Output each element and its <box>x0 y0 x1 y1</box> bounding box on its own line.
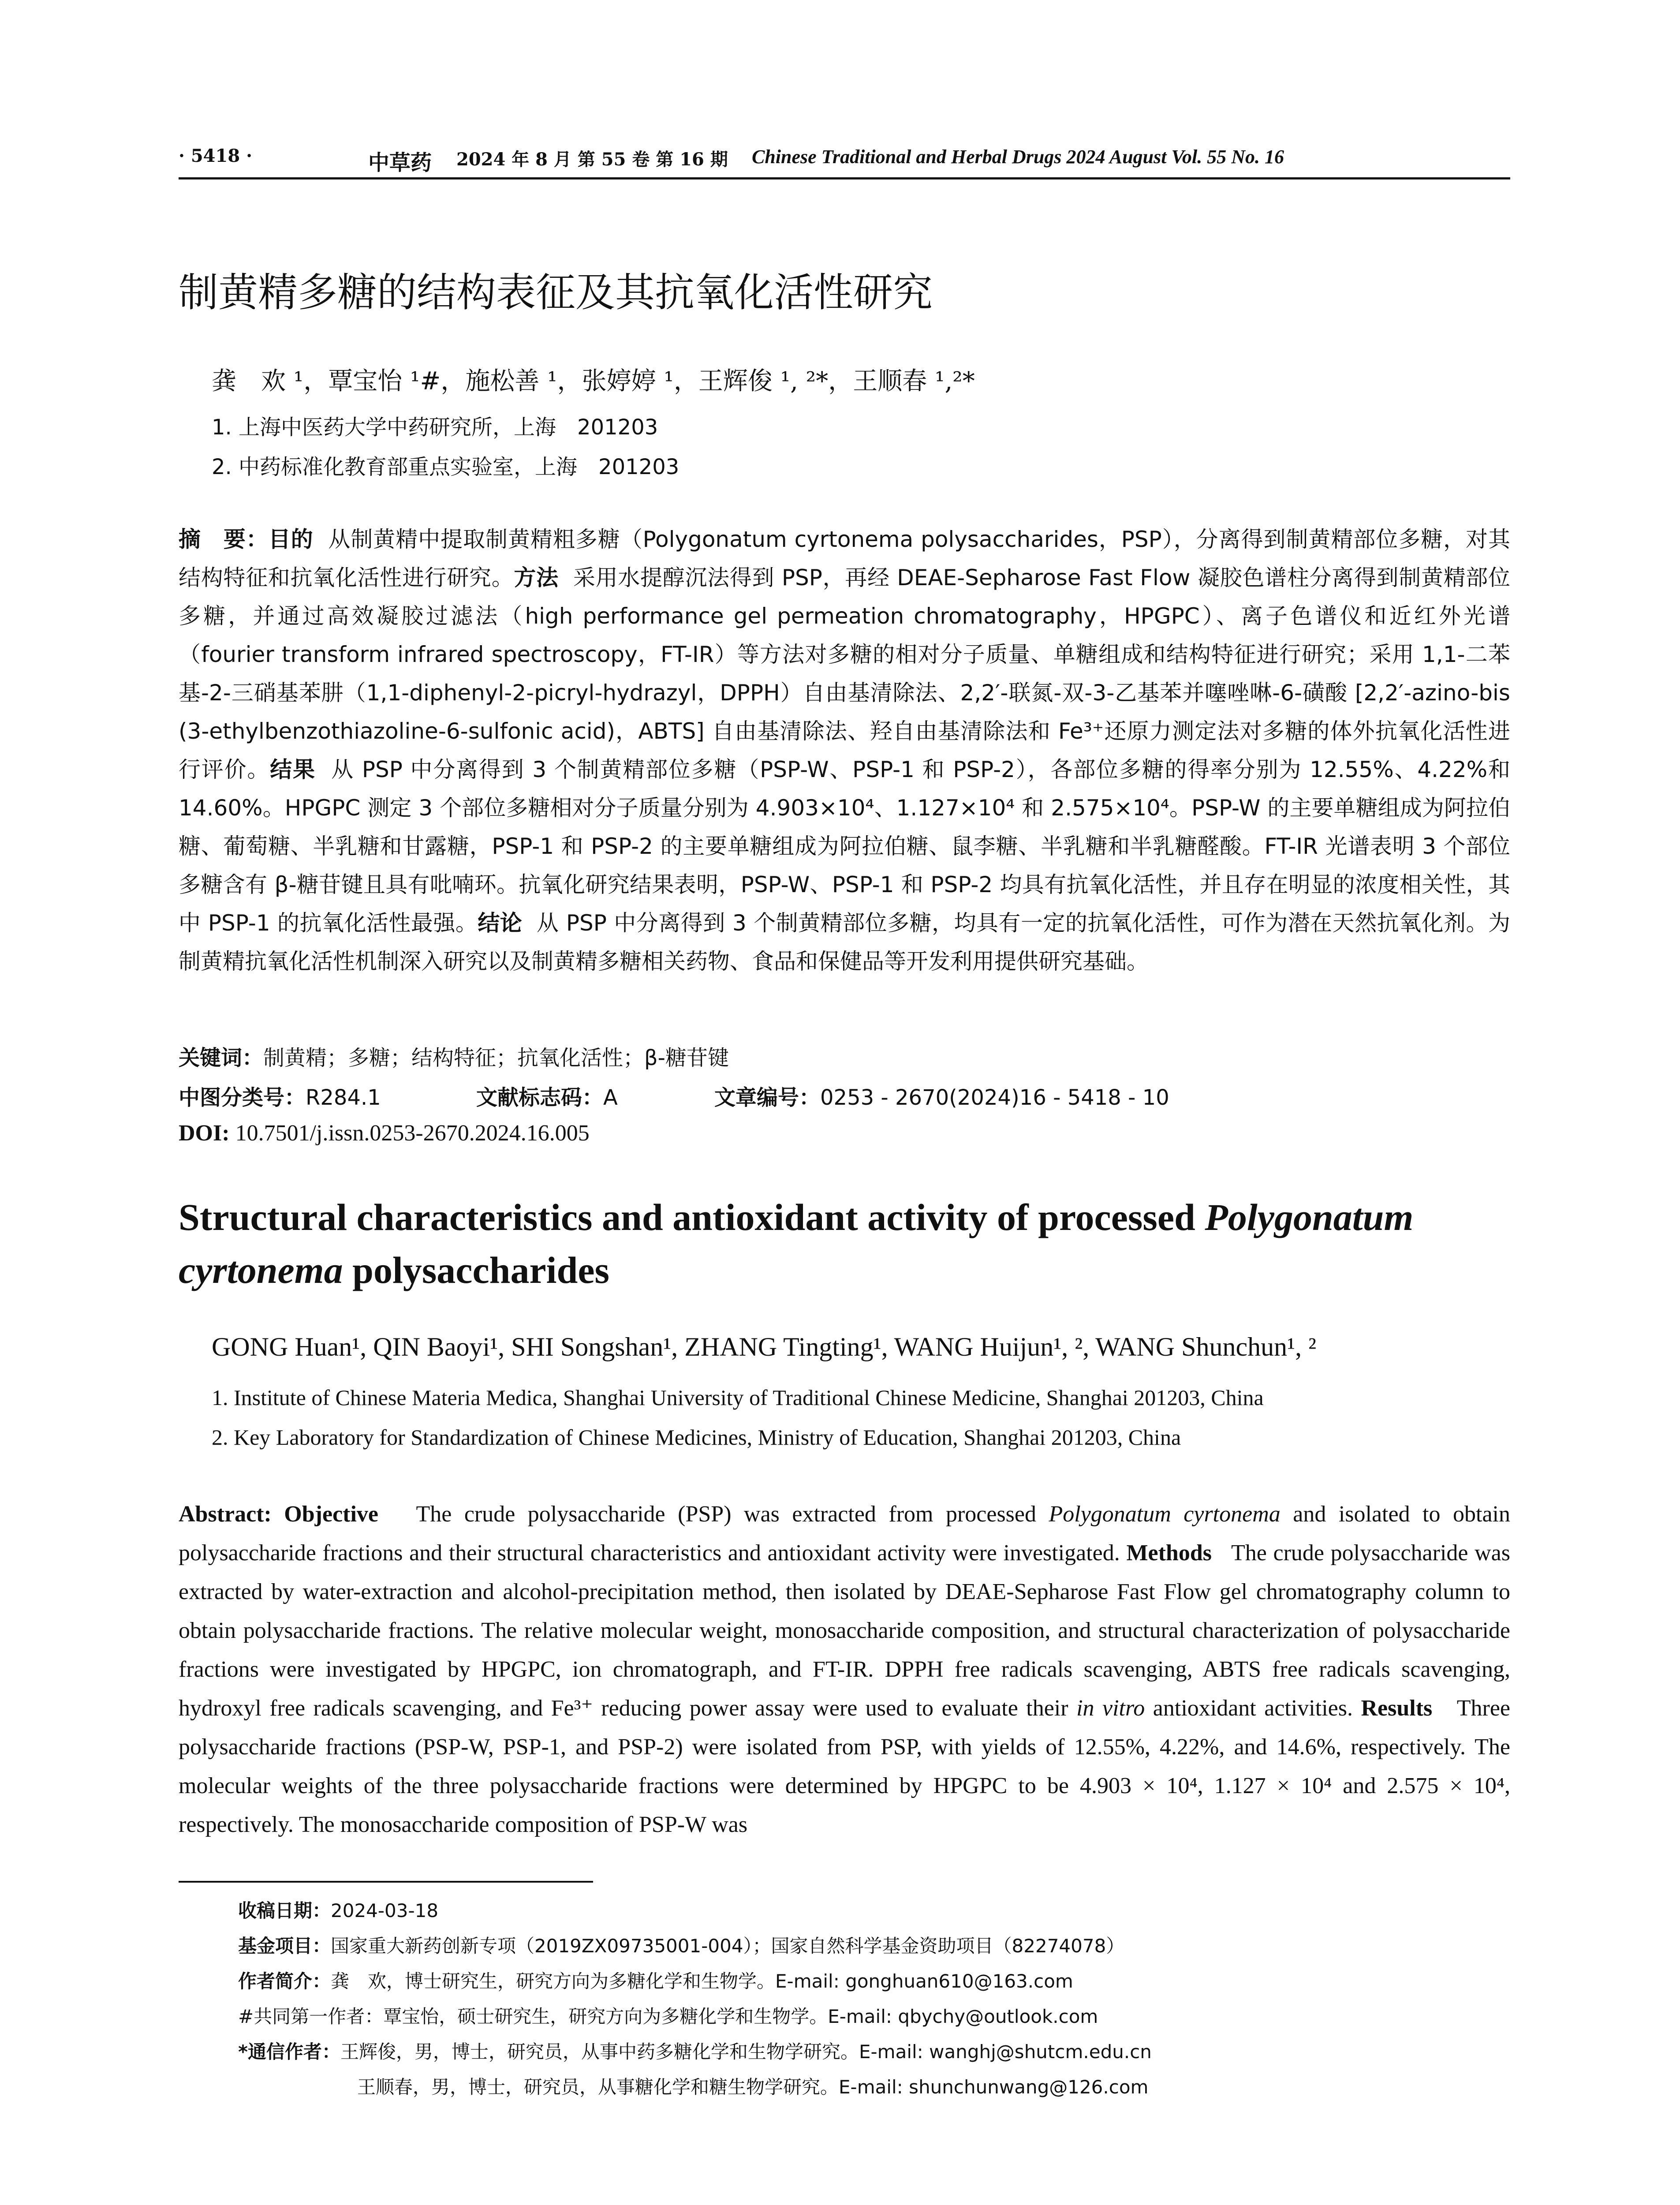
corresponding-label: *通信作者： <box>238 2041 340 2063</box>
doc-code-label: 文献标志码： <box>476 1085 604 1110</box>
objective-text-cn: 从制黄精中提取制黄精粗多糖（Polygonatum cyrtonema polysaccharides，PSP），分离得到制黄精部位多糖，对其结构特征和抗氧化活性进行研究。 <box>179 527 1510 590</box>
doc-code-value: A <box>603 1085 618 1110</box>
clc-line <box>179 1080 381 1111</box>
journal-name-en: Chinese Traditional and Herbal Drugs 2024 August Vol. 55 No. 16 <box>752 146 1284 168</box>
footnote-cofirst: #共同第一作者：覃宝怡，硕士研究生，研究方向为多糖化学和生物学。E-mail: qbychy@outlook.com <box>238 2006 1098 2027</box>
title-cn: 制黄精多糖的结构表征及其抗氧化活性研究 <box>179 269 933 316</box>
article-number-label: 文章编号： <box>714 1085 821 1110</box>
affiliation-en-2: 2. Key Laboratory for Standardization of Chinese Medicines, Ministry of Education, Shanghai 201203, China <box>212 1425 1181 1450</box>
doi-line <box>179 1120 590 1146</box>
footnote-author <box>238 1967 1073 1993</box>
corresponding-1: 王辉俊，男，博士，研究员，从事中药多糖化学和生物学研究。E-mail: wanghj@shutcm.edu.cn <box>340 2041 1152 2063</box>
title-en-part2: polysaccharides <box>343 1249 610 1291</box>
doi-label: DOI: <box>179 1121 230 1146</box>
footnote-corresponding <box>238 2037 1152 2064</box>
fund-label: 基金项目： <box>238 1935 331 1957</box>
article-number-value: 0253 - 2670(2024)16 - 5418 - 10 <box>820 1085 1169 1110</box>
clc-label: 中图分类号： <box>179 1085 306 1110</box>
title-en-italic2: cyrtonema <box>179 1249 343 1291</box>
affiliation-cn-2: 2. 中药标准化教育部重点实验室，上海 201203 <box>212 455 679 479</box>
objective-text-en-a: The crude polysaccharide (PSP) was extracted from processed <box>416 1502 1049 1527</box>
author-value: 龚 欢，博士研究生，研究方向为多糖化学和生物学。E-mail: gonghuan610@163.com <box>331 1970 1073 1992</box>
author-label: 作者简介： <box>238 1970 331 1992</box>
issue-cn: 2024 年 8 月 第 55 卷 第 16 期 <box>456 149 728 170</box>
methods-italic-en: in vitro <box>1076 1696 1145 1721</box>
doi-value: 10.7501/j.issn.0253-2670.2024.16.005 <box>235 1121 590 1146</box>
abstract-label-cn: 摘 要： <box>179 527 269 552</box>
authors-cn: 龚 欢 ¹，覃宝怡 ¹#，施松善 ¹，张婷婷 ¹，王辉俊 ¹, ²*，王顺春 ¹,²* <box>212 367 975 396</box>
footnote-received <box>238 1896 438 1923</box>
results-text-en: Three polysaccharide fractions (PSP-W, PSP-1, and PSP-2) were isolated from PSP, with yields of 12.55%, 4.22%, and 14.6%, respectively. The molecular weights of the three polysaccharide fractions were determined by HPGPC to be 4.903 × 10⁴, 1.127 × 10⁴ and 2.575 × 10⁴, respectively. The monosaccharide composition of PSP-W was <box>179 1696 1511 1837</box>
methods-label-cn: 方法 <box>514 565 559 590</box>
clc-value: R284.1 <box>306 1085 381 1110</box>
objective-italic-en: Polygonatum cyrtonema <box>1049 1502 1281 1527</box>
conclusion-text-cn: 从 PSP 中分离得到 3 个制黄精部位多糖，均具有一定的抗氧化活性，可作为潜在天然抗氧化剂。为制黄精抗氧化活性机制深入研究以及制黄精多糖相关药物、食品和保健品等开发利用提供研究基础。 <box>179 910 1510 974</box>
running-header <box>179 146 1510 176</box>
keywords-label: 关键词： <box>179 1046 264 1070</box>
conclusion-label-cn: 结论 <box>478 910 523 936</box>
methods-text-en-a: The crude polysaccharide was extracted by water-extraction and alcohol-precipitation method, then isolated by DEAE-Sepharose Fast Flow gel chromatography column to obtain polysaccharide fractions. The relative molecular weight, monosaccharide composition, and structural characterization of polysaccharide fractions were investigated by HPGPC, ion chromatograph, and FT-IR. DPPH free radicals scavenging, ABTS free radicals scavenging, hydroxyl free radicals scavenging, and Fe³⁺ reducing power assay were used to evaluate their <box>179 1540 1511 1721</box>
authors-en: GONG Huan¹, QIN Baoyi¹, SHI Songshan¹, ZHANG Tingting¹, WANG Huijun¹, ², WANG Shunchun¹, ² <box>212 1332 1317 1361</box>
footnote-fund <box>238 1932 1124 1958</box>
received-label: 收稿日期： <box>238 1900 331 1921</box>
header-rule <box>179 177 1510 179</box>
journal-name-cn: 中草药 <box>368 150 432 175</box>
methods-label-en: Methods <box>1126 1540 1212 1566</box>
abstract-en <box>179 1495 1510 1844</box>
abstract-cn <box>179 520 1510 981</box>
objective-text-en-b: and isolated to obtain polysaccharide fractions and their structural characteristics and antioxidant activity were investigated. <box>179 1502 1510 1566</box>
footnote-rule <box>179 1881 593 1883</box>
fund-value: 国家重大新药创新专项（2019ZX09735001-004）；国家自然科学基金资助项目（82274078） <box>331 1935 1125 1957</box>
keywords-cn <box>179 1041 729 1071</box>
methods-text-cn: 采用水提醇沉法得到 PSP，再经 DEAE-Sepharose Fast Flow 凝胶色谱柱分离得到制黄精部位多糖，并通过高效凝胶过滤法（high performance gel permeation chromatography，HPGPC）、离子色谱仪和近红外光谱（fourier transform infrared spectroscopy，FT-IR）等方法对多糖的相对分子质量、单糖组成和结构特征进行研究；采用 1,1-二苯基-2-三硝基苯肼（1,1-diphenyl-2-picryl-hydrazyl，DPPH）自由基清除法、2,2′-联氮-双-3-乙基苯并噻唑啉-6-磺酸 [2,2′-azino-bis (3-ethylbenzothiazoline-6-sulfonic acid)，ABTS] 自由基清除法、羟自由基清除法和 Fe³⁺还原力测定法对多糖的体外抗氧化活性进行评价。 <box>179 565 1511 782</box>
article-number <box>714 1080 1169 1111</box>
affiliation-cn-1: 1. 上海中医药大学中药研究所，上海 201203 <box>212 415 658 440</box>
received-value: 2024-03-18 <box>331 1900 439 1921</box>
results-label-en: Results <box>1361 1696 1433 1721</box>
doc-code <box>476 1080 618 1111</box>
title-en <box>179 1191 1510 1297</box>
title-en-part1: Structural characteristics and antioxidant activity of processed <box>179 1196 1205 1238</box>
objective-label-cn: 目的 <box>268 527 314 552</box>
results-label-cn: 结果 <box>270 757 316 782</box>
corresponding-2: 王顺春，男，博士，研究员，从事糖化学和糖生物学研究。E-mail: shunchunwang@126.com <box>357 2076 1149 2098</box>
page-number: · 5418 · <box>179 146 253 166</box>
methods-text-en-b: antioxidant activities. <box>1145 1696 1353 1721</box>
affiliation-en-1: 1. Institute of Chinese Materia Medica, Shanghai University of Traditional Chinese Medicine, Shanghai 201203, China <box>212 1385 1264 1410</box>
keywords-value: 制黄精；多糖；结构特征；抗氧化活性；β-糖苷键 <box>263 1046 729 1070</box>
abstract-label-en: Abstract: Objective <box>179 1502 378 1527</box>
title-en-italic1: Polygonatum <box>1205 1196 1414 1238</box>
results-text-cn: 从 PSP 中分离得到 3 个制黄精部位多糖（PSP-W、PSP-1 和 PSP-2），各部位多糖的得率分别为 12.55%、4.22%和 14.60%。HPGPC 测定 3 个部位多糖相对分子质量分别为 4.903×10⁴、1.127×10⁴ 和 2.575×10⁴。PSP-W 的主要单糖组成为阿拉伯糖、葡萄糖、半乳糖和甘露糖，PSP-1 和 PSP-2 的主要单糖组成为阿拉伯糖、鼠李糖、半乳糖和半乳糖醛酸。FT-IR 光谱表明 3 个部位多糖含有 β-糖苷键且具有吡喃环。抗氧化研究结果表明，PSP-W、PSP-1 和 PSP-2 均具有抗氧化活性，并且存在明显的浓度相关性，其中 PSP-1 的抗氧化活性最强。 <box>179 757 1510 936</box>
